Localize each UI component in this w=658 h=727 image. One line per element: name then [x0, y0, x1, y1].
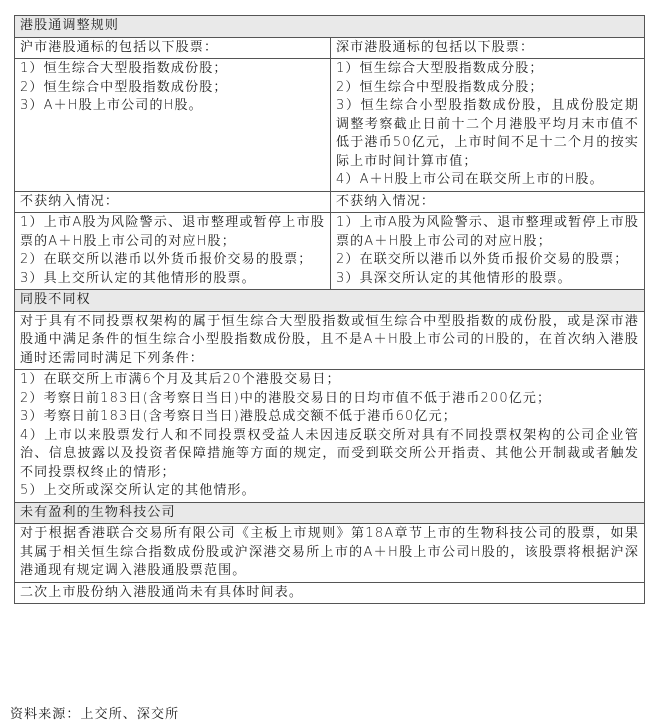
list-item: 1）上市A股为风险警示、退市整理或暂停上市股票的A＋H股上市公司的对应H股；: [336, 215, 639, 249]
list-item: 1）恒生综合大型股指数成分股；: [336, 61, 544, 76]
sh-eligible-header: 沪市港股通标的包括以下股票：: [15, 37, 331, 59]
list-item: 1）在联交所上市满6个月及其后20个港股交易日；: [20, 372, 341, 387]
sh-eligible-list: [15, 59, 331, 192]
sz-eligible-header: 深市港股通标的包括以下股票：: [331, 37, 645, 59]
wvr-intro: 对于具有不同投票权架构的属于恒生综合大型股指数或恒生综合中型股指数的成份股，或是深市港股通中满足条件的恒生综合小型股指数成份股，且不是A＋H股上市公司的H股的，在首次纳入港股通时还需同时满足下列条件：: [15, 311, 645, 370]
list-item: 3）具上交所认定的其他情形的股票。: [20, 270, 256, 286]
sz-excluded-header: 不获纳入情况：: [331, 191, 645, 213]
table-title: 港股通调整规则: [15, 16, 645, 38]
wvr-conditions: [15, 370, 645, 503]
list-item: 2）在联交所以港币以外货币报价交易的股票；: [336, 252, 629, 267]
sh-excluded-header: 不获纳入情况：: [15, 191, 331, 213]
list-item: 4）A＋H股上市公司在联交所上市的H股。: [336, 172, 604, 187]
list-item: 2）在联交所以港币以外货币报价交易的股票；: [20, 252, 313, 267]
source-note: 资料来源：上交所、深交所: [10, 707, 180, 722]
sz-excluded-list: [331, 213, 645, 290]
list-item: 3）具深交所认定的其他情形的股票。: [336, 270, 572, 286]
list-item: 2）恒生综合中型股指数成分股；: [336, 79, 544, 95]
list-item: 3）A＋H股上市公司的H股。: [20, 98, 203, 113]
list-item: 3）恒生综合小型股指数成份股，且成份股定期调整考察截止日前十二个月港股平均月末市值不低于港币50亿元，上市时间不足十二个月的按实际上市时间计算市值；: [336, 98, 639, 169]
list-item: 2）恒生综合中型股指数成份股；: [20, 79, 228, 95]
list-item: 3）考察日前183日(含考察日当日)港股总成交额不低于港币60亿元；: [20, 409, 457, 424]
secondary-listing-text: 二次上市股份纳入港股通尚未有具体时间表。: [15, 582, 645, 604]
biotech-text: 对于根据香港联合交易所有限公司《主板上市规则》第18A章节上市的生物科技公司的股票，如果其属于相关恒生综合指数成份股或沪深港交易所上市的A＋H股上市公司H股的，该股票将根据沪深港通现有规定调入港股通股票范围。: [15, 524, 645, 583]
list-item: 4）上市以来股票发行人和不同投票权受益人未因违反联交所对具有不同投票权架构的公司企业管治、信息披露以及投资者保障措施等方面的规定，而受到联交所公开指责、其他公开制裁或者触发不同投票权终止的情形；: [20, 427, 639, 480]
biotech-section-title: 未有盈利的生物科技公司: [15, 502, 645, 524]
list-item: 1）恒生综合大型股指数成份股；: [20, 61, 228, 76]
sh-excluded-list: [15, 213, 331, 290]
list-item: 1）上市A股为风险警示、退市整理或暂停上市股票的A＋H股上市公司的对应H股；: [20, 215, 325, 249]
wvr-section-title: 同股不同权: [15, 290, 645, 312]
list-item: 2）考察日前183日(含考察日当日)中的港股交易日的日均市值不低于港币200亿元；: [20, 390, 552, 406]
sz-eligible-list: [331, 59, 645, 192]
hk-connect-rules-table: [14, 15, 645, 604]
list-item: 5）上交所或深交所认定的其他情形。: [20, 483, 256, 498]
